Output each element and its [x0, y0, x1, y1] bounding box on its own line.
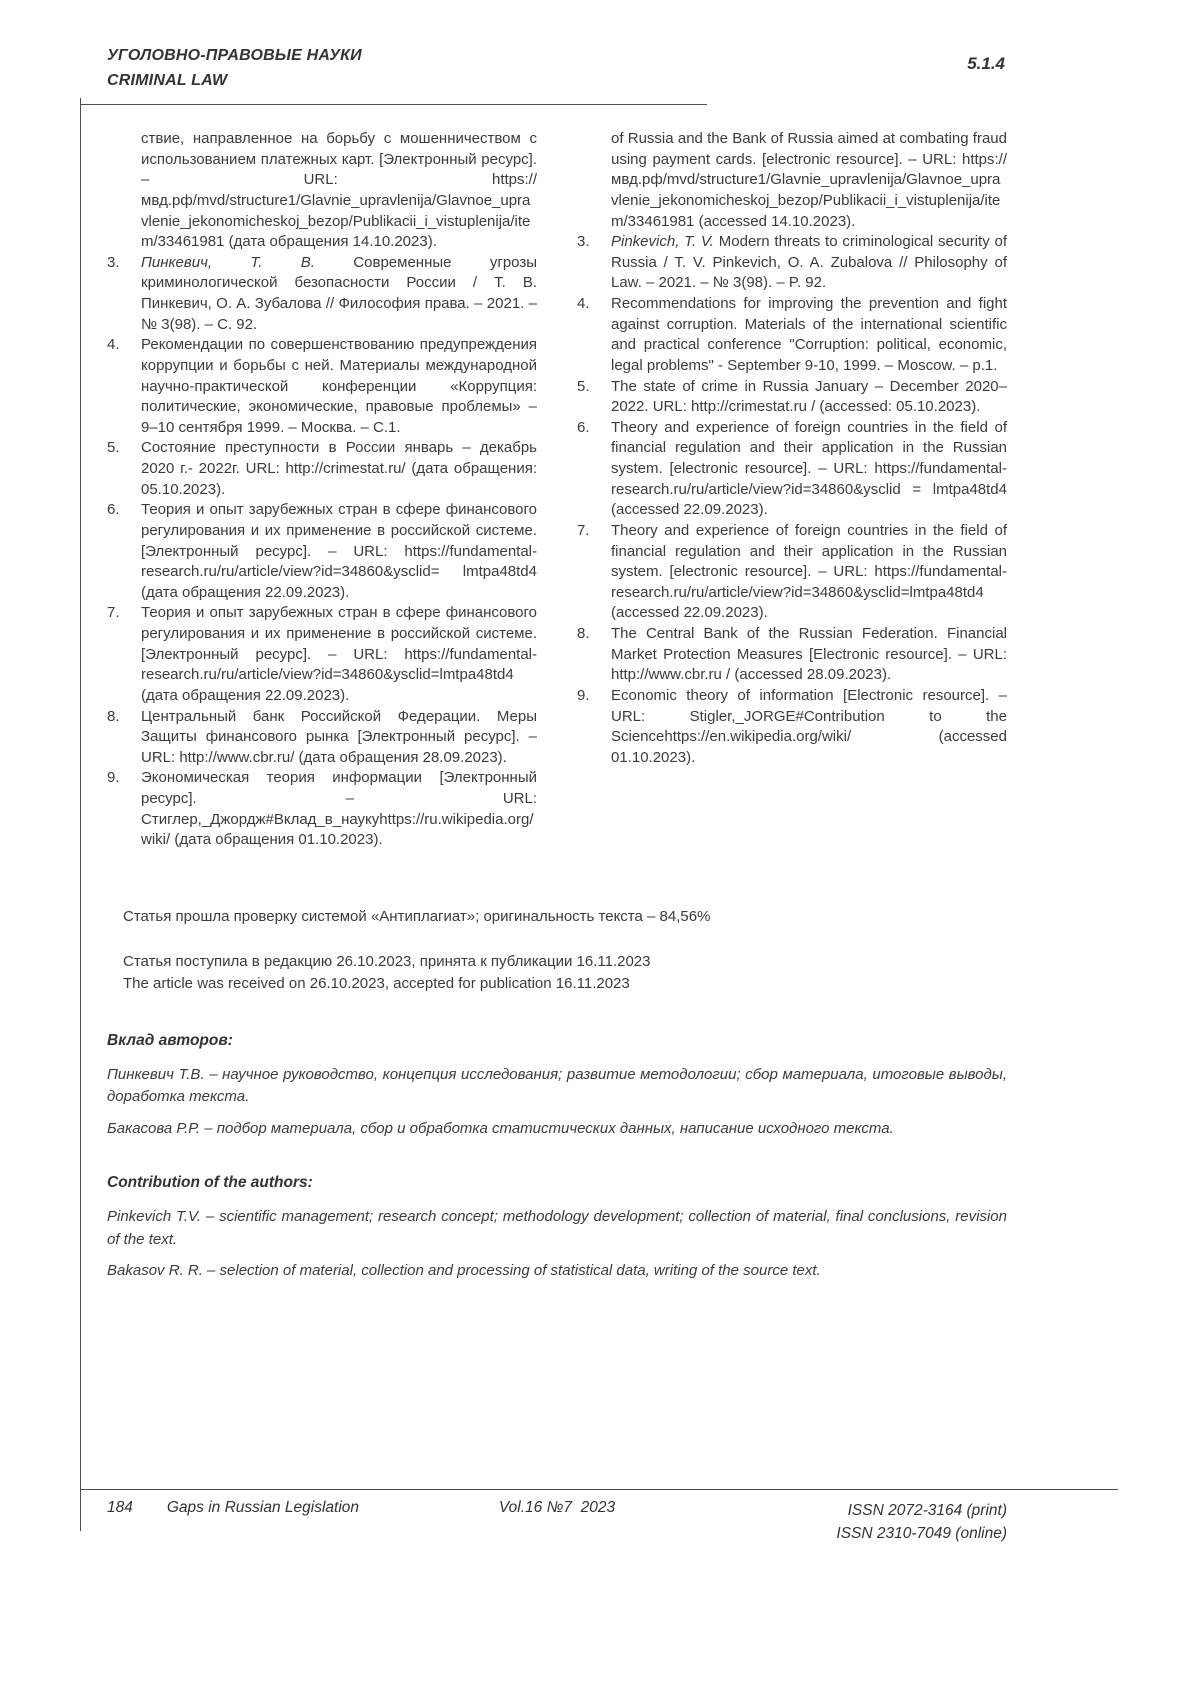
reference-number: 8. [107, 707, 120, 725]
reference-text: Рекомендации по совершенствованию предупреждения коррупции и борьбы с ней. Материалы международной научно-практической конференции «Коррупция: политические, экономические, правовые проблемы» – 9–10 сентября 1999. – Москва. – С.1. [141, 336, 537, 436]
reference-item [107, 500, 537, 603]
reference-text: Теория и опыт зарубежных стран в сфере финансового регулирования и их применение в российской системе. [Электронный ресурс]. – URL: https://fundamental-research.ru/ru/article/view?id=34860&ysclid=lmtpa48td4 (дата обращения 22.09.2023). [141, 604, 537, 704]
contribution-item: Пинкевич Т.В. – научное руководство, концепция исследования; развитие методологии; сбор материала, итоговые выводы, доработка текста. [107, 1065, 1007, 1106]
issn-online: ISSN 2310-7049 (online) [836, 1525, 1007, 1543]
footer-left [107, 1499, 499, 1546]
left-margin-rule [80, 98, 81, 1531]
references-column-ru [107, 129, 537, 851]
reference-author: Пинкевич, Т. В. [141, 253, 315, 271]
reference-number: 9. [107, 769, 120, 787]
reference-text: Theory and experience of foreign countries in the field of financial regulation and their application in the Russian system. [electronic resource]. – URL: https://fundamental-research.ru/ru/article/view?id=34860&ysclid = lmtpa48td4 (accessed 22.09.2023). [611, 418, 1007, 519]
reference-item [107, 707, 537, 769]
page-footer [107, 1499, 1007, 1546]
footer-divider [80, 1489, 1118, 1490]
antiplagiat-note: Статья прошла проверку системой «Антиплагиат»; оригинальность текста – 84,56% [123, 907, 711, 925]
section-title-ru: УГОЛОВНО-ПРАВОВЫЕ НАУКИ [107, 47, 362, 64]
reference-number: 5. [577, 377, 590, 395]
reference-text: Экономическая теория информации [Электронный ресурс]. – URL: Стиглер,_Джордж#Вклад_в_наукуhttps://ru.wikipedia.org/wiki/ (дата обращения 01.10.2023). [141, 769, 537, 849]
reference-item [577, 418, 1007, 521]
reference-text [141, 253, 537, 336]
reference-item [577, 294, 1007, 377]
reference-body: Modern threats to criminological security of Russia / T. V. Pinkevich, O. A. Zubalova // Philosophy of Law. – 2021. – № 3(98). – P. 92. [611, 233, 1007, 292]
reference-continuation: ствие, направленное на борьбу с мошенничеством с использованием платежных карт. [Электронный ресурс]. – URL: https://мвд.рф/mvd/structure1/Glavnie_upravlenija/Glavnoe_upravlenie_jekonomicheskoj_bezop/Publikacii_i_vistuplenija/item/33461981 (дата обращения 14.10.2023). [141, 130, 537, 251]
contributions-ru [107, 1032, 1007, 1141]
page-content [107, 129, 1007, 1292]
reference-item [107, 253, 537, 336]
reference-number: 7. [107, 604, 120, 622]
volume-info: Vol.16 №7 2023 [498, 1499, 616, 1516]
reference-item [577, 624, 1007, 686]
reference-number: 7. [577, 521, 590, 539]
reference-text [611, 232, 1007, 294]
received-date-en: The article was received on 26.10.2023, accepted for publication 16.11.2023 [123, 975, 630, 993]
reference-item [107, 335, 537, 438]
reference-item [577, 521, 1007, 624]
reference-number: 9. [577, 686, 590, 704]
contributions-heading-ru: Вклад авторов: [107, 1031, 233, 1049]
contributions-en [107, 1174, 1007, 1283]
contribution-item: Bakasov R. R. – selection of material, collection and processing of statistical data, writing of the source text. [107, 1262, 821, 1280]
reference-number: 4. [577, 295, 590, 312]
received-date-ru: Статья поступила в редакцию 26.10.2023, принята к публикации 16.11.2023 [123, 952, 651, 970]
references-column-en [577, 129, 1007, 851]
reference-text: Recommendations for improving the prevention and fight against corruption. Materials of the international scientific and practical conference "Corruption: political, economic, legal problems" - September 9-10, 1999. – Moscow. – p.1. [611, 295, 1007, 374]
specialty-code: 5.1.4 [967, 54, 1005, 73]
reference-number: 4. [107, 336, 120, 354]
contributions-heading-en: Contribution of the authors: [107, 1174, 313, 1192]
page-number: 184 [107, 1499, 133, 1516]
reference-number: 6. [107, 501, 120, 519]
issn-print: ISSN 2072-3164 (print) [847, 1502, 1007, 1519]
reference-item [577, 377, 1007, 418]
reference-item [577, 232, 1007, 294]
header-divider [80, 104, 707, 105]
article-dates [123, 951, 1007, 996]
reference-item [107, 603, 537, 706]
reference-text: Theory and experience of foreign countries in the field of financial regulation and their application in the Russian system. [electronic resource]. – URL: https://fundamental-research.ru/ru/article/view?id=34860&ysclid=lmtpa48td4 (accessed 22.09.2023). [611, 521, 1007, 622]
reference-text: The Central Bank of the Russian Federation. Financial Market Protection Measures [Electronic resource]. – URL: http://www.cbr.ru / (accessed 28.09.2023). [611, 625, 1007, 684]
section-title-en: CRIMINAL LAW [107, 71, 228, 89]
reference-text: Теория и опыт зарубежных стран в сфере финансового регулирования и их применение в российской системе. [Электронный ресурс]. – URL: https://fundamental-research.ru/ru/article/view?id=34860&ysclid= lmtpa48td4 (дата обращения 22.09.2023). [141, 501, 537, 601]
running-head [107, 44, 362, 94]
reference-number: 5. [107, 439, 120, 457]
journal-title: Gaps in Russian Legislation [166, 1499, 360, 1516]
reference-number: 3. [107, 253, 120, 271]
issn-block [615, 1499, 1007, 1546]
reference-item [107, 438, 537, 500]
reference-text: The state of crime in Russia January – December 2020– 2022. URL: http://crimestat.ru / (accessed: 05.10.2023). [611, 377, 1007, 416]
reference-text: Economic theory of information [Electronic resource]. – URL: Stigler,_JORGE#Contribution to the Sciencehttps://en.wikipedia.org/wiki/ (accessed 01.10.2023). [611, 686, 1007, 766]
reference-columns [107, 129, 1007, 851]
reference-item [107, 768, 537, 851]
reference-item [577, 686, 1007, 769]
reference-number: 8. [577, 625, 590, 642]
reference-author: Pinkevich, T. V. [611, 233, 714, 251]
reference-text: Состояние преступности в России январь – декабрь 2020 г.- 2022г. URL: http://crimestat.ru/ (дата обращения: 05.10.2023). [141, 439, 537, 498]
reference-number: 3. [577, 233, 590, 251]
reference-body: Современные угрозы криминологической безопасности России / Т. В. Пинкевич, О. А. Зубалова // Философия права. – 2021. – № 3(98). – С. 92. [141, 253, 537, 333]
reference-continuation: of Russia and the Bank of Russia aimed at combating fraud using payment cards. [electronic resource]. – URL: https://мвд.рф/mvd/structure1/Glavnie_upravlenija/Glavnoe_upravlenie_jekonomicheskoj_bezop/Publikacii_i_vistuplenija/item/33461981 (accessed 14.10.2023). [611, 130, 1007, 230]
contribution-item: Pinkevich T.V. – scientific management; research concept; methodology development; collection of material, final conclusions, revision of the text. [107, 1208, 1007, 1248]
contribution-item: Бакасова Р.Р. – подбор материала, сбор и обработка статистических данных, написание исходного текста. [107, 1119, 894, 1137]
reference-number: 6. [577, 418, 590, 436]
reference-text: Центральный банк Российской Федерации. Меры Защиты финансового рынка [Электронный ресурс]. – URL: http://www.cbr.ru/ (дата обращения 28.09.2023). [141, 707, 537, 766]
